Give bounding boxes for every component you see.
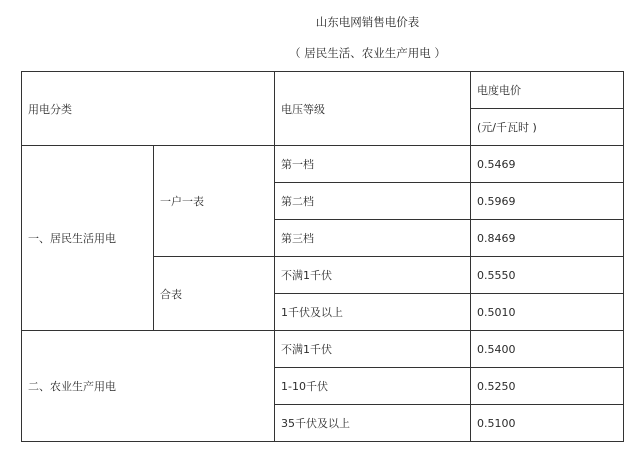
table-row xyxy=(22,331,624,368)
header-price-line2: (元/千瓦时 ) xyxy=(471,109,624,146)
header-category: 用电分类 xyxy=(22,72,275,146)
category-agricultural: 二、农业生产用电 xyxy=(22,331,275,442)
table-header-row xyxy=(22,72,624,109)
price-cell: 0.5400 xyxy=(471,331,624,368)
price-cell: 0.5969 xyxy=(471,183,624,220)
category-residential: 一、居民生活用电 xyxy=(22,146,154,331)
voltage-cell: 35千伏及以上 xyxy=(275,405,471,442)
voltage-cell: 第三档 xyxy=(275,220,471,257)
page-title: 山东电网销售电价表 xyxy=(315,15,420,29)
price-cell: 0.8469 xyxy=(471,220,624,257)
subcategory-combined-meter: 合表 xyxy=(154,257,275,331)
header-price-line1: 电度电价 xyxy=(471,72,624,109)
voltage-cell: 不满1千伏 xyxy=(275,331,471,368)
price-cell: 0.5250 xyxy=(471,368,624,405)
price-cell: 0.5469 xyxy=(471,146,624,183)
table-row xyxy=(22,146,624,183)
voltage-cell: 1千伏及以上 xyxy=(275,294,471,331)
price-cell: 0.5010 xyxy=(471,294,624,331)
price-cell: 0.5550 xyxy=(471,257,624,294)
voltage-cell: 第一档 xyxy=(275,146,471,183)
page-subtitle: （ 居民生活、农业生产用电 ） xyxy=(289,46,446,60)
price-cell: 0.5100 xyxy=(471,405,624,442)
price-table xyxy=(21,71,624,442)
voltage-cell: 不满1千伏 xyxy=(275,257,471,294)
subcategory-single-meter: 一户一表 xyxy=(154,146,275,257)
voltage-cell: 1-10千伏 xyxy=(275,368,471,405)
header-voltage: 电压等级 xyxy=(275,72,471,146)
voltage-cell: 第二档 xyxy=(275,183,471,220)
